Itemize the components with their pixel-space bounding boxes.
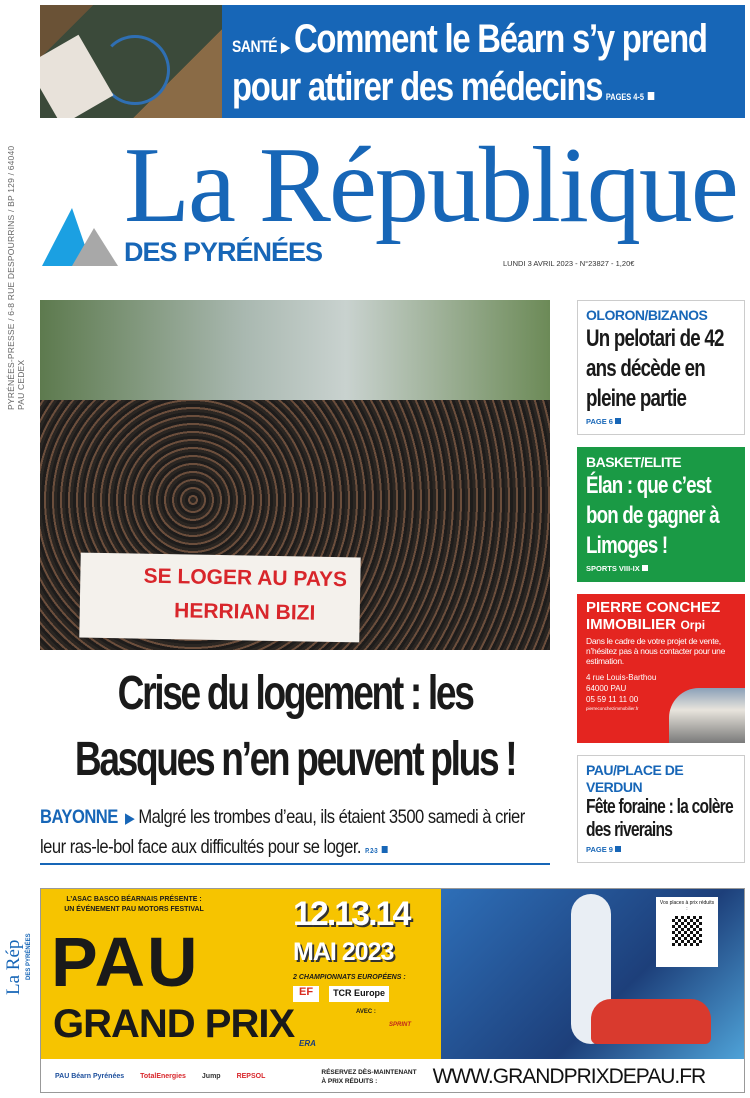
side-story-fete-foraine[interactable] — [577, 755, 745, 863]
ad-gp-url[interactable]: WWW.GRANDPRIXDEPAU.FR — [432, 1064, 706, 1088]
side-story-kicker: PAU/PLACE DE VERDUN — [586, 762, 684, 795]
side-story-title: Fête foraine : la colère des riverains — [586, 796, 733, 841]
side-story-title: Élan : que c’est bon de gagner à Limoges ! — [586, 472, 719, 559]
arm-image — [40, 35, 113, 118]
ad-pau-grand-prix[interactable] — [40, 888, 745, 1093]
pau-bearn-logo: PAU Béarn Pyrénées — [55, 1073, 125, 1080]
main-headline-line2[interactable]: Basques n’en peuvent plus ! — [74, 733, 516, 786]
arrow-icon: ▶ — [121, 810, 135, 827]
ad-conchez-phone: 05 59 11 11 00 — [586, 695, 639, 704]
totalenergies-logo: TotalEnergies — [140, 1073, 186, 1080]
masthead-subtitle: DES PYRÉNÉES — [124, 237, 323, 267]
side-logo-line1: La Rép — [3, 939, 24, 995]
main-story-location: BAYONNE — [40, 806, 118, 828]
jump-logo: Jump — [201, 1073, 221, 1080]
protest-banner-line1: SE LOGER AU PAYS — [143, 564, 348, 592]
ad-conchez-address2: 64000 PAU — [586, 684, 627, 693]
racing-image — [441, 889, 745, 1059]
main-story-photo[interactable] — [40, 300, 550, 650]
top-story-title-line2: pour attirer des médecins — [232, 65, 603, 109]
top-story-banner[interactable] — [222, 5, 745, 118]
side-logo — [4, 905, 36, 995]
main-headline-line1[interactable]: Crise du logement : les — [117, 667, 473, 720]
shop-image — [669, 688, 745, 743]
side-story-title: Un pelotari de 42 ans décède en pleine partie — [586, 325, 724, 412]
top-story-photo[interactable] — [40, 5, 222, 118]
side-story-basket[interactable] — [577, 447, 745, 582]
publisher-address: PYRÉNÉES-PRESSE / 6-8 RUE DESPOURRINS / BP 129 / 64040 PAU CEDEX — [6, 145, 26, 410]
ad-conchez-address1: 4 rue Louis-Barthou — [586, 673, 657, 682]
end-square-icon — [648, 92, 655, 100]
side-story-pelotari[interactable] — [577, 300, 745, 435]
arrow-icon: ▶ — [280, 39, 291, 56]
ad-conchez-text: Dans le cadre de votre projet de vente, n’hésitez pas à nous contacter pour une estimation. — [586, 636, 726, 666]
side-story-pages: PAGE 6 — [586, 417, 613, 426]
ad-gp-title1: PAU — [51, 923, 200, 1001]
ad-conchez-name2: IMMOBILIER — [586, 616, 676, 633]
ad-gp-with: AVEC : — [356, 1009, 376, 1015]
side-story-pages: PAGE 9 — [586, 845, 613, 854]
era-logo: ERA — [299, 1039, 316, 1048]
side-story-kicker: OLORON/BIZANOS — [586, 307, 708, 323]
ad-gp-tickets: Vos places à prix réduits : — [659, 900, 715, 912]
end-square-icon — [615, 846, 621, 852]
end-square-icon — [615, 418, 621, 424]
sprint-logo: SPRINT — [389, 1022, 412, 1028]
qr-code-icon — [672, 916, 702, 946]
side-column — [577, 300, 745, 863]
dateline: LUNDI 3 AVRIL 2023 - N°23827 - 1,20€ — [503, 259, 635, 268]
main-story-summary — [40, 803, 550, 866]
side-story-kicker: BASKET/ELITE — [586, 454, 682, 470]
ad-pierre-conchez[interactable] — [577, 594, 745, 743]
qr-tickets[interactable] — [656, 897, 718, 967]
masthead-title[interactable]: La République — [124, 126, 737, 245]
end-square-icon — [642, 565, 648, 571]
divider — [40, 863, 550, 865]
side-story-pages: SPORTS VIII-IX — [586, 564, 640, 573]
ad-gp-presenter2: UN ÉVÉNEMENT PAU MOTORS FESTIVAL — [64, 906, 204, 913]
ad-gp-month: MAI 2023 — [293, 938, 394, 966]
tcr-logo: TCR Europe — [329, 986, 389, 1002]
logo-mountains-icon — [42, 208, 122, 266]
ef-logo: EF — [293, 986, 319, 1002]
top-story-section: SANTÉ — [232, 37, 278, 56]
ad-gp-title2: GRAND PRIX — [53, 1002, 295, 1046]
car-image — [591, 999, 711, 1044]
ad-conchez-website[interactable]: pierreconchezimmobilier.fr — [586, 706, 639, 711]
repsol-logo: REPSOL — [236, 1073, 266, 1080]
end-square-icon — [381, 846, 387, 853]
main-story-summary-text: Malgré les trombes d’eau, ils étaient 3500 samedi à crier leur ras-le-bol face aux difficultés pour se loger. — [40, 806, 525, 858]
ad-gp-reserve2: À PRIX RÉDUITS : — [321, 1077, 378, 1085]
protest-banner-line2: HERRIAN BIZI — [173, 599, 316, 625]
orpi-logo: Orpi — [680, 618, 706, 632]
top-story-title-line1: Comment le Béarn s’y prend — [293, 17, 707, 61]
side-logo-line2: DES PYRÉNÉES — [26, 933, 32, 980]
ad-gp-championships: 2 CHAMPIONNATS EUROPÉENS : — [293, 974, 406, 981]
ad-gp-reserve1: RÉSERVEZ DÈS-MAINTENANT — [321, 1068, 417, 1076]
ad-conchez-name1: PIERRE CONCHEZ — [586, 599, 721, 616]
ad-gp-presenter1: L’ASAC BASCO BÉARNAIS PRÉSENTE : — [66, 896, 202, 903]
main-story-pages: P. 2-3 — [365, 848, 378, 855]
ad-gp-dates: 12.13.14 — [293, 895, 410, 933]
protest-banner — [79, 553, 360, 643]
top-story-pages: PAGES 4-5 — [605, 92, 644, 102]
